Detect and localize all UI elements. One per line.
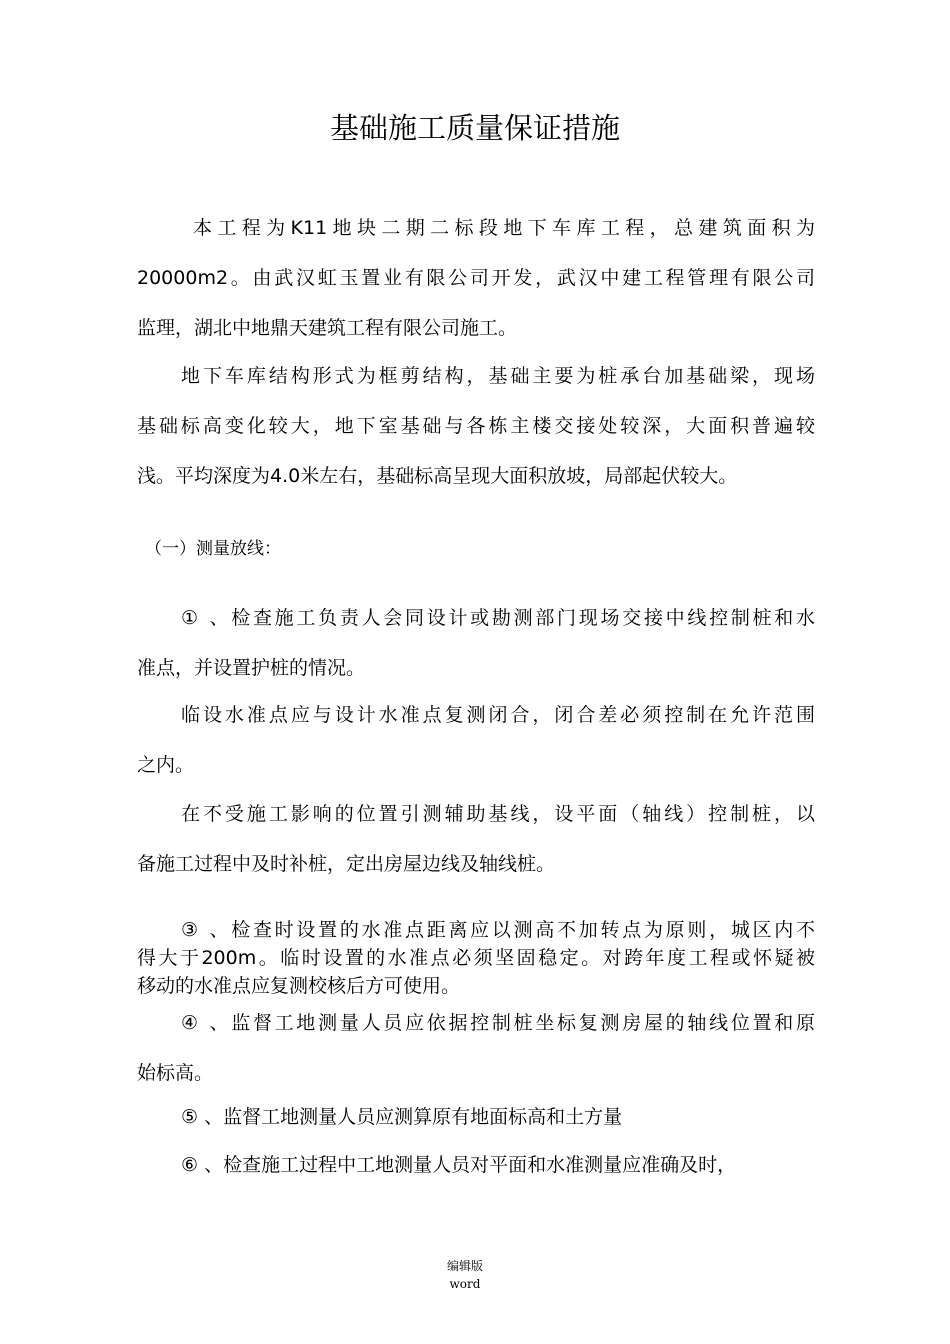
text-line: 临设水准点应与设计水准点复测闭合，闭合差必须控制在允许范围 — [181, 704, 815, 726]
text-line: 在不受施工影响的位置引测辅助基线，设平面（轴线）控制桩，以 — [181, 803, 815, 825]
paragraph-item-3 — [137, 916, 815, 1000]
paragraph-structure — [137, 351, 815, 501]
text-line: 地下车库结构形式为框剪结构，基础主要为桩承台加基础梁，现场 — [181, 365, 815, 387]
section-heading: （一）测量放线： — [145, 539, 281, 559]
paragraph-baseline — [137, 789, 815, 889]
text-line: ③ 、检查时设置的水准点距离应以测高不加转点为原则，城区内不 — [181, 919, 815, 941]
paragraph-project-overview — [137, 203, 815, 353]
document-title: 基础施工质量保证措施 — [329, 111, 620, 145]
text-line: ④ 、监督工地测量人员应依据控制桩坐标复测房屋的轴线位置和原 — [181, 1012, 815, 1034]
text-line: 基础标高变化较大，地下室基础与各栋主楼交接处较深，大面积普遍较 — [137, 415, 815, 437]
paragraph-item-4 — [137, 998, 815, 1098]
text-line: 监理，湖北中地鼎天建筑工程有限公司施工。 — [137, 317, 518, 339]
text-line: 之内。 — [137, 754, 195, 776]
text-line: 浅。平均深度为4.0米左右，基础标高呈现大面积放坡，局部起伏较大。 — [137, 465, 738, 487]
text-line: 准点，并设置护桩的情况。 — [137, 657, 366, 679]
text-line: 本工程为K11地块二期二标段地下车库工程，总建筑面积为 — [193, 217, 815, 239]
text-line: 始标高。 — [137, 1062, 214, 1084]
text-line: 20000m2。由武汉虹玉置业有限公司开发，武汉中建工程管理有限公司 — [137, 267, 815, 289]
text-line: ⑥ 、检查施工过程中工地测量人员对平面和水准测量应准确及时， — [181, 1154, 737, 1176]
paragraph-benchmark — [137, 690, 815, 790]
text-line: 移动的水准点应复测校核后方可使用。 — [137, 975, 461, 997]
paragraph-item-1 — [137, 593, 815, 693]
text-line: ⑤ 、监督工地测量人员应测算原有地面标高和土方量 — [181, 1106, 623, 1128]
footer-label: 编辑版 — [446, 1259, 483, 1273]
text-line: 备施工过程中及时补桩，定出房屋边线及轴线桩。 — [137, 853, 556, 875]
paragraph-item-5 — [137, 1092, 815, 1142]
footer-sublabel: word — [449, 1277, 481, 1291]
paragraph-item-6 — [137, 1140, 815, 1190]
text-line: 得大于200m。临时设置的水准点必须坚固稳定。对跨年度工程或怀疑被 — [137, 947, 815, 969]
text-line: ① 、检查施工负责人会同设计或勘测部门现场交接中线控制桩和水 — [181, 607, 815, 629]
